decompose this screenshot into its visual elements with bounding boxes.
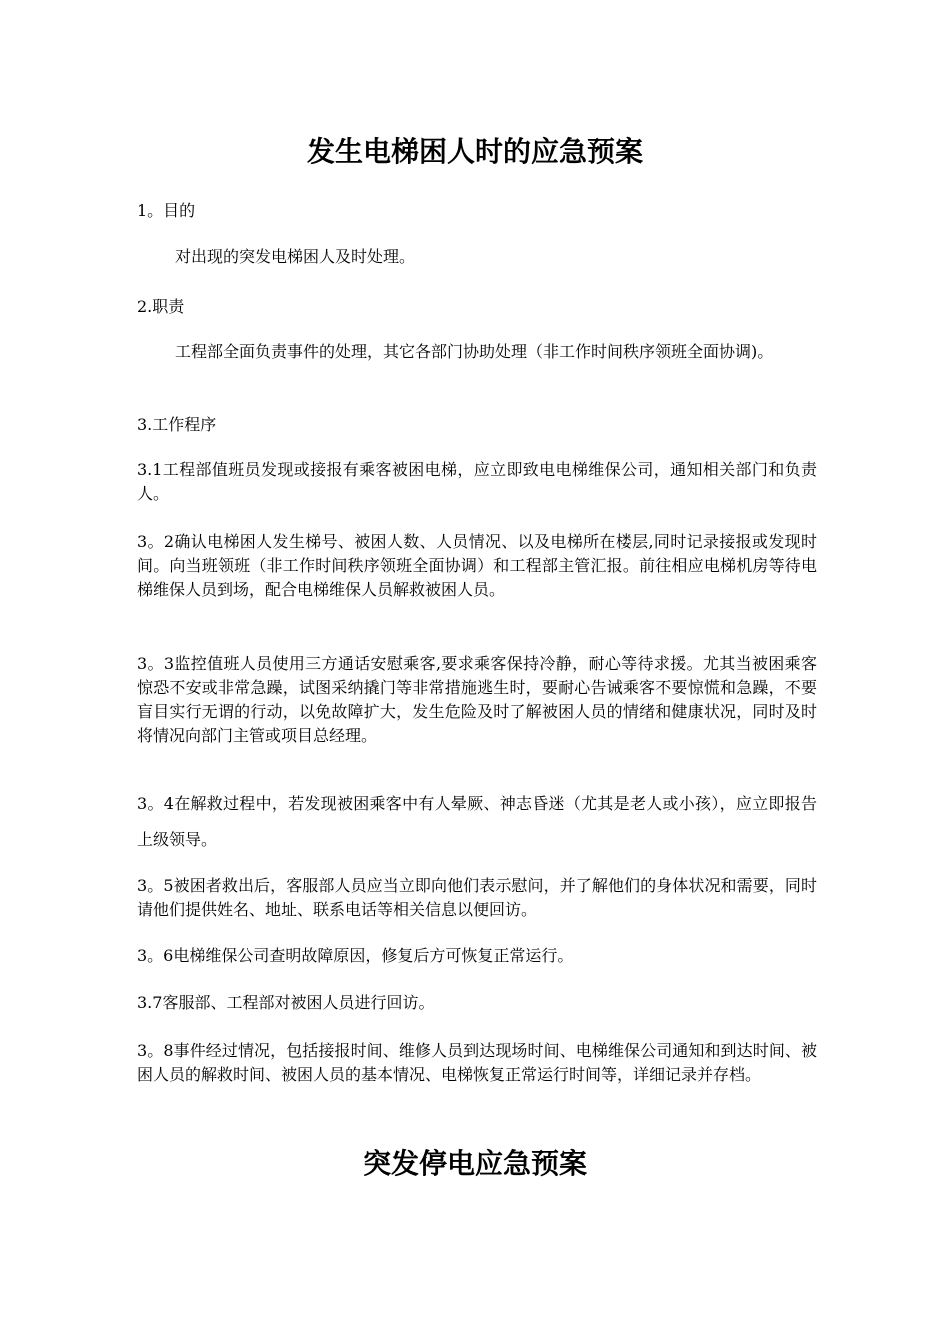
procedure-item-3-3: 3。3监控值班人员使用三方通话安慰乘客,要求乘客保持冷静，耐心等待求援。尤其当被困乘客惊恐不安或非常急躁，试图采纳撬门等非常措施逃生时，要耐心告诫乘客不要惊慌和急躁，不要盲目实行无谓的行动，以免故障扩大，发生危险及时了解被困人员的情绪和健康状况，同时及时将情况向部门主管或项目总经理。 [137, 654, 817, 745]
document-title: 发生电梯困人时的应急预案 [306, 135, 643, 168]
procedure-item-3-2: 3。2确认电梯困人发生梯号、被困人数、人员情况、以及电梯所在楼层,同时记录接报或发现时间。向当班领班（非工作时间秩序领班全面协调）和工程部主管汇报。前往相应电梯机房等待电梯维保人员到场，配合电梯维保人员解救被困人员。 [137, 532, 817, 599]
section-heading-responsibility: 2.职责 [137, 297, 185, 316]
section-body-purpose: 对出现的突发电梯困人及时处理。 [175, 247, 416, 266]
procedure-item-3-5: 3。5被困者救出后，客服部人员应当立即向他们表示慰问，并了解他们的身体状况和需要，同时请他们提供姓名、地址、联系电话等相关信息以便回访。 [137, 876, 817, 919]
section-heading-purpose: 1。目的 [137, 201, 196, 220]
section-heading-procedure: 3.工作程序 [137, 415, 217, 434]
procedure-item-3-1: 3.1工程部值班员发现或接报有乘客被困电梯，应立即致电电梯维保公司，通知相关部门和负责人。 [137, 460, 817, 503]
procedure-item-3-7: 3.7客服部、工程部对被困人员进行回访。 [137, 993, 435, 1012]
second-document-title: 突发停电应急预案 [362, 1147, 587, 1180]
procedure-item-3-6: 3。6电梯维保公司查明故障原因，修复后方可恢复正常运行。 [137, 946, 574, 965]
section-body-responsibility: 工程部全面负责事件的处理，其它各部门协助处理（非工作时间秩序领班全面协调)。 [175, 342, 774, 361]
procedure-item-3-4: 3。4在解救过程中，若发现被困乘客中有人晕厥、神志昏迷（尤其是老人或小孩），应立即报告上级领导。 [137, 794, 817, 849]
procedure-item-3-8: 3。8事件经过情况，包括接报时间、维修人员到达现场时间、电梯维保公司通知和到达时间、被困人员的解救时间、被困人员的基本情况、电梯恢复正常运行时间等，详细记录并存档。 [137, 1041, 817, 1084]
